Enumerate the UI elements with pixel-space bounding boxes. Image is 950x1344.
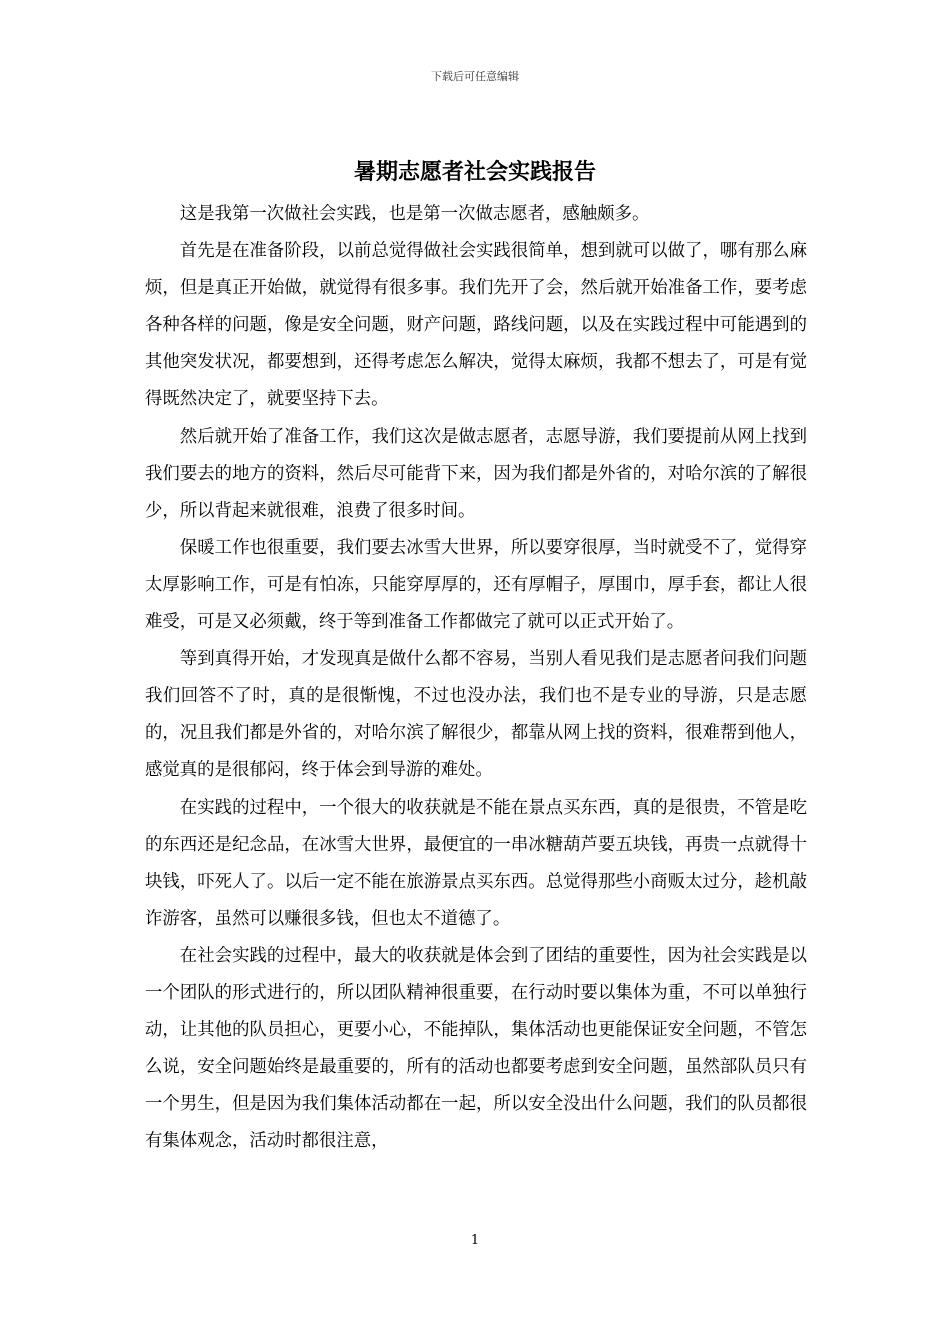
paragraph: 首先是在准备阶段，以前总觉得做社会实践很简单，想到就可以做了，哪有那么麻烦，但是真正开始做，就觉得有很多事。我们先开了会，然后就开始准备工作，要考虑各种各样的问题，像是安全问题，财产问题，路线问题，以及在实践过程中可能遇到的其他突发状况，都要想到，还得考虑怎么解决，觉得太麻烦，我都不想去了，可是有觉得既然决定了，就要坚持下去。 <box>145 241 807 410</box>
paragraph: 然后就开始了准备工作，我们这次是做志愿者，志愿导游，我们要提前从网上找到我们要去的地方的资料，然后尽可能背下来，因为我们都是外省的，对哈尔滨的了解很少，所以背起来就很难，浪费了很多时间。 <box>145 426 807 521</box>
paragraph: 在实践的过程中，一个很大的收获就是不能在景点买东西，真的是很贵，不管是吃的东西还是纪念品，在冰雪大世界，最便宜的一串冰糖葫芦要五块钱，再贵一点就得十块钱，吓死人了。以后一定不能在旅游景点买东西。总觉得那些小商贩太过分，趁机敲诈游客，虽然可以赚很多钱，但也太不道德了。 <box>145 797 807 929</box>
document-body <box>145 196 807 1160</box>
paragraph: 等到真得开始，才发现真是做什么都不容易，当别人看见我们是志愿者问我们问题我们回答不了时，真的是很惭愧，不过也没办法，我们也不是专业的导游，只是志愿的，况且我们都是外省的，对哈尔滨了解很少，都靠从网上找的资料，很难帮到他人，感觉真的是很郁闷，终于体会到导游的难处。 <box>145 649 807 781</box>
header-note: 下载后可任意编辑 <box>431 70 519 83</box>
paragraph: 保暖工作也很重要，我们要去冰雪大世界，所以要穿很厚，当时就受不了，觉得穿太厚影响工作，可是有怕冻，只能穿厚厚的，还有厚帽子，厚围巾，厚手套，都让人很难受，可是又必须戴，终于等到准备工作都做完了就可以正式开始了。 <box>145 537 807 633</box>
document-title: 暑期志愿者社会实践报告 <box>353 159 596 185</box>
paragraph: 在社会实践的过程中，最大的收获就是体会到了团结的重要性，因为社会实践是以一个团队的形式进行的，所以团队精神很重要，在行动时要以集体为重，不可以单独行动，让其他的队员担心，更要小心，不能掉队，集体活动也更能保证安全问题，不管怎么说，安全问题始终是最重要的，所有的活动也都要考虑到安全问题，虽然部队员只有一个男生，但是因为我们集体活动都在一起，所以安全没出什么问题，我们的队员都很有集体观念，活动时都很注意， <box>145 945 807 1152</box>
page-number: 1 <box>470 1233 480 1248</box>
paragraph: 这是我第一次做社会实践，也是第一次做志愿者，感触颇多。 <box>179 204 650 224</box>
